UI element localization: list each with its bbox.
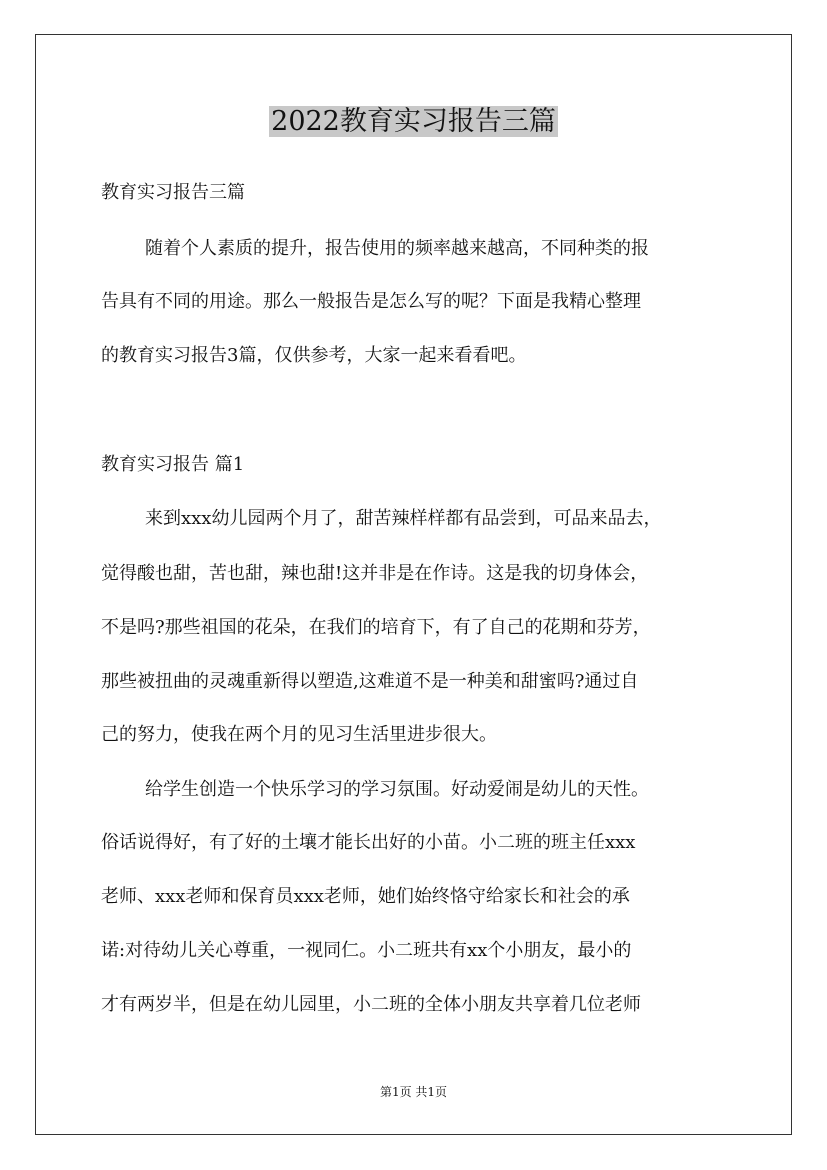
paragraph2-line-5: 才有两岁半，但是在幼儿园里，小二班的全体小朋友共享着几位老师 [101,994,641,1015]
paragraph1-line-4: 那些被扭曲的灵魂重新得以塑造,这难道不是一种美和甜蜜吗?通过自 [101,671,639,692]
section-heading: 教育实习报告 篇1 [101,454,245,475]
page-number-footer: 第1页 共1页 [379,1085,448,1099]
intro-line-3: 的教育实习报告3篇，仅供参考，大家一起来看看吧。 [101,345,527,366]
paragraph1-line-1: 来到xxx幼儿园两个月了，甜苦辣样样都有品尝到，可品来品去， [145,508,662,529]
paragraph1-line-2: 觉得酸也甜，苦也甜，辣也甜!这并非是在作诗。这是我的切身体会， [101,563,649,584]
paragraph1-line-5: 己的努力，使我在两个月的见习生活里进步很大。 [101,724,497,745]
paragraph2-line-4: 诺:对待幼儿关心尊重，一视同仁。小二班共有xx个小朋友，最小的 [101,940,632,961]
paragraph1-line-3: 不是吗?那些祖国的花朵，在我们的培育下，有了自己的花期和芬芳， [101,617,651,638]
document-subtitle: 教育实习报告三篇 [101,182,245,203]
paragraph2-line-3: 老师、xxx老师和保育员xxx老师，她们始终恪守给家长和社会的承 [101,886,630,907]
document-title-text: 2022教育实习报告三篇 [271,106,556,137]
intro-line-2: 告具有不同的用途。那么一般报告是怎么写的呢？下面是我精心整理 [101,291,641,312]
intro-line-1: 随着个人素质的提升，报告使用的频率越来越高，不同种类的报 [145,238,649,259]
paragraph2-line-2: 俗话说得好，有了好的土壤才能长出好的小苗。小二班的班主任xxx [101,832,636,853]
document-title [0,100,827,144]
paragraph2-line-1: 给学生创造一个快乐学习的学习氛围。好动爱闹是幼儿的天性。 [145,779,649,800]
